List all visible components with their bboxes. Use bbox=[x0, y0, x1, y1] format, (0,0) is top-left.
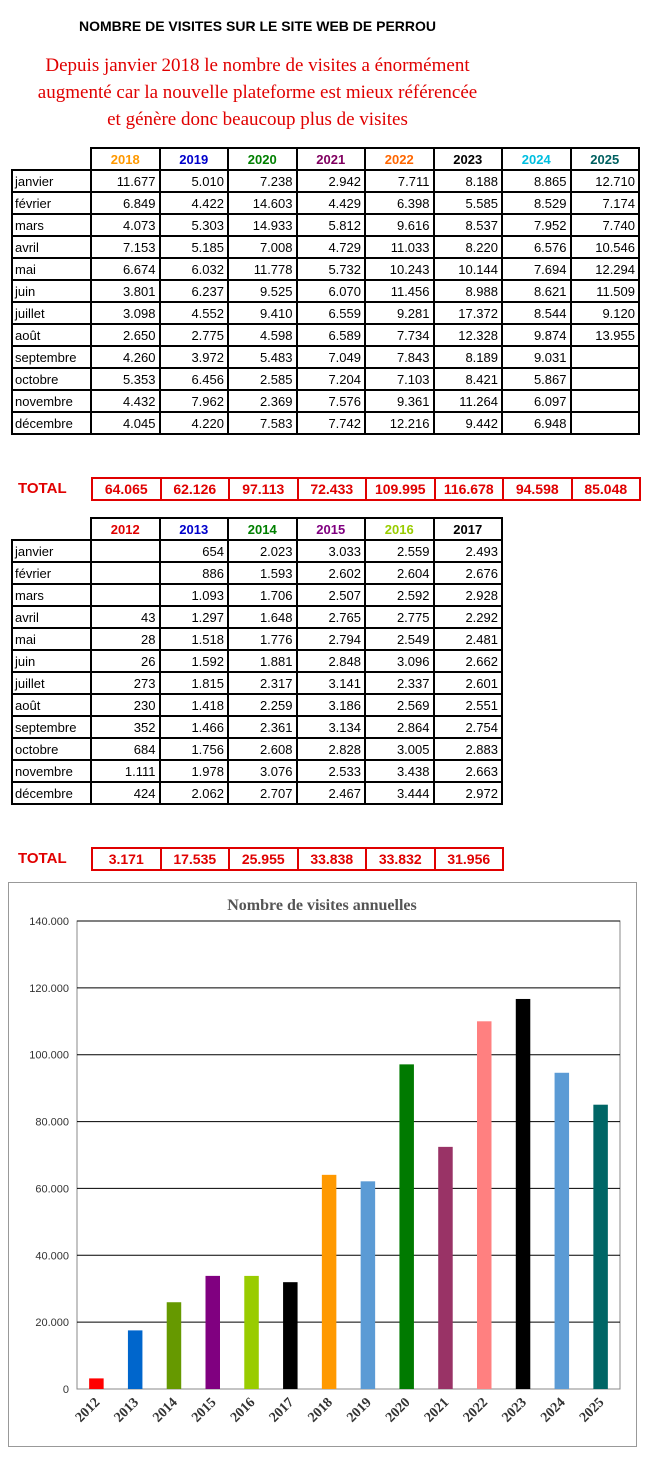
x-tick-label: 2013 bbox=[111, 1395, 143, 1426]
visit-count-cell: 886 bbox=[160, 562, 229, 584]
visit-count-cell: 6.559 bbox=[297, 302, 366, 324]
visit-count-cell: 6.398 bbox=[365, 192, 434, 214]
bar bbox=[244, 1276, 258, 1389]
table-row bbox=[12, 368, 639, 390]
visit-count-cell: 2.928 bbox=[434, 584, 503, 606]
visit-count-cell: 1.648 bbox=[228, 606, 297, 628]
visit-count-cell: 4.729 bbox=[297, 236, 366, 258]
total-cell: 109.995 bbox=[366, 478, 435, 500]
total-cell: 33.838 bbox=[298, 848, 367, 870]
table-row bbox=[12, 346, 639, 368]
y-tick-label: 60.000 bbox=[35, 1183, 69, 1196]
visit-count-cell: 9.281 bbox=[365, 302, 434, 324]
month-label: août bbox=[12, 324, 91, 346]
table-row bbox=[12, 214, 639, 236]
year-header: 2019 bbox=[160, 148, 229, 170]
visit-count-cell: 2.569 bbox=[365, 694, 434, 716]
visit-count-cell: 2.493 bbox=[434, 540, 503, 562]
visit-count-cell: 7.711 bbox=[365, 170, 434, 192]
visit-count-cell: 3.098 bbox=[91, 302, 160, 324]
table-row bbox=[12, 584, 502, 606]
visit-count-cell: 5.812 bbox=[297, 214, 366, 236]
visit-count-cell: 7.008 bbox=[228, 236, 297, 258]
x-tick-label: 2021 bbox=[421, 1395, 453, 1426]
bar bbox=[593, 1105, 608, 1389]
visit-count-cell: 8.189 bbox=[434, 346, 503, 368]
visit-count-cell: 10.243 bbox=[365, 258, 434, 280]
visit-count-cell: 2.549 bbox=[365, 628, 434, 650]
visit-count-cell: 2.467 bbox=[297, 782, 366, 804]
month-label: juillet bbox=[12, 672, 91, 694]
visit-count-cell: 7.174 bbox=[571, 192, 640, 214]
month-label: mai bbox=[12, 628, 91, 650]
visit-count-cell: 3.076 bbox=[228, 760, 297, 782]
visit-count-cell: 2.601 bbox=[434, 672, 503, 694]
visit-count-cell: 6.097 bbox=[502, 390, 571, 412]
visit-count-cell: 2.592 bbox=[365, 584, 434, 606]
visit-count-cell: 1.706 bbox=[228, 584, 297, 606]
visit-count-cell: 6.674 bbox=[91, 258, 160, 280]
visit-count-cell: 8.529 bbox=[502, 192, 571, 214]
visit-count-cell: 273 bbox=[91, 672, 160, 694]
visit-count-cell: 2.551 bbox=[434, 694, 503, 716]
visit-count-cell: 1.518 bbox=[160, 628, 229, 650]
visit-count-cell: 6.948 bbox=[502, 412, 571, 434]
bar bbox=[477, 1021, 492, 1389]
year-header: 2023 bbox=[434, 148, 503, 170]
year-header: 2016 bbox=[365, 518, 434, 540]
visit-count-cell: 43 bbox=[91, 606, 160, 628]
visit-count-cell: 7.962 bbox=[160, 390, 229, 412]
table-row bbox=[12, 170, 639, 192]
visit-count-cell bbox=[91, 562, 160, 584]
visit-count-cell: 2.775 bbox=[160, 324, 229, 346]
month-label: octobre bbox=[12, 368, 91, 390]
visit-count-cell: 7.103 bbox=[365, 368, 434, 390]
header-blank bbox=[12, 148, 91, 170]
total-cell: 116.678 bbox=[435, 478, 504, 500]
visit-count-cell: 3.972 bbox=[160, 346, 229, 368]
year-header: 2018 bbox=[91, 148, 160, 170]
visit-count-cell: 3.141 bbox=[297, 672, 366, 694]
visit-count-cell: 1.592 bbox=[160, 650, 229, 672]
bar bbox=[438, 1147, 453, 1389]
table-row bbox=[12, 302, 639, 324]
visit-count-cell: 2.707 bbox=[228, 782, 297, 804]
bar bbox=[167, 1302, 182, 1389]
table-row bbox=[12, 782, 502, 804]
x-tick-label: 2022 bbox=[460, 1395, 492, 1426]
table-row bbox=[12, 192, 639, 214]
month-label: mars bbox=[12, 214, 91, 236]
total-cell: 97.113 bbox=[229, 478, 298, 500]
visit-count-cell: 9.616 bbox=[365, 214, 434, 236]
plot-area bbox=[77, 921, 620, 1389]
visit-count-cell: 2.361 bbox=[228, 716, 297, 738]
table-row bbox=[12, 672, 502, 694]
visit-count-cell: 1.756 bbox=[160, 738, 229, 760]
visit-count-cell: 9.361 bbox=[365, 390, 434, 412]
visit-count-cell: 6.589 bbox=[297, 324, 366, 346]
total-cell: 72.433 bbox=[298, 478, 367, 500]
month-label: octobre bbox=[12, 738, 91, 760]
table-row bbox=[12, 650, 502, 672]
visit-count-cell: 1.776 bbox=[228, 628, 297, 650]
total-cell: 25.955 bbox=[229, 848, 298, 870]
visit-count-cell: 5.185 bbox=[160, 236, 229, 258]
year-header: 2021 bbox=[297, 148, 366, 170]
month-label: juillet bbox=[12, 302, 91, 324]
visits-table-2018-2025 bbox=[11, 147, 640, 435]
bar bbox=[516, 999, 531, 1389]
visit-count-cell: 352 bbox=[91, 716, 160, 738]
visit-count-cell: 2.602 bbox=[297, 562, 366, 584]
bar bbox=[399, 1064, 414, 1389]
y-tick-label: 20.000 bbox=[35, 1317, 69, 1330]
month-label: novembre bbox=[12, 760, 91, 782]
visit-count-cell: 2.765 bbox=[297, 606, 366, 628]
visit-count-cell: 7.843 bbox=[365, 346, 434, 368]
subtitle-line: augmenté car la nouvelle plateforme est mieux référencée bbox=[37, 82, 478, 103]
visit-count-cell: 2.317 bbox=[228, 672, 297, 694]
visit-count-cell: 7.740 bbox=[571, 214, 640, 236]
visit-count-cell: 9.120 bbox=[571, 302, 640, 324]
visit-count-cell: 8.188 bbox=[434, 170, 503, 192]
visit-count-cell: 9.410 bbox=[228, 302, 297, 324]
visit-count-cell: 9.031 bbox=[502, 346, 571, 368]
visit-count-cell: 13.955 bbox=[571, 324, 640, 346]
visit-count-cell: 12.710 bbox=[571, 170, 640, 192]
visit-count-cell: 11.677 bbox=[91, 170, 160, 192]
x-tick-label: 2012 bbox=[72, 1395, 104, 1426]
visit-count-cell: 1.815 bbox=[160, 672, 229, 694]
x-tick-label: 2019 bbox=[344, 1395, 375, 1426]
visit-count-cell: 2.883 bbox=[434, 738, 503, 760]
month-label: janvier bbox=[12, 540, 91, 562]
table-row bbox=[12, 258, 639, 280]
visit-count-cell: 8.421 bbox=[434, 368, 503, 390]
visit-count-cell: 2.337 bbox=[365, 672, 434, 694]
year-header: 2025 bbox=[571, 148, 640, 170]
visit-count-cell: 7.049 bbox=[297, 346, 366, 368]
y-tick-label: 120.000 bbox=[29, 982, 69, 995]
visit-count-cell: 7.238 bbox=[228, 170, 297, 192]
visit-count-cell: 1.978 bbox=[160, 760, 229, 782]
year-header: 2012 bbox=[91, 518, 160, 540]
visit-count-cell: 2.754 bbox=[434, 716, 503, 738]
visit-count-cell: 8.544 bbox=[502, 302, 571, 324]
bar bbox=[206, 1276, 221, 1389]
year-header: 2015 bbox=[297, 518, 366, 540]
visit-count-cell: 4.260 bbox=[91, 346, 160, 368]
x-tick-label: 2017 bbox=[266, 1395, 298, 1426]
visit-count-cell: 6.576 bbox=[502, 236, 571, 258]
visit-count-cell: 3.438 bbox=[365, 760, 434, 782]
x-tick-label: 2018 bbox=[305, 1395, 336, 1426]
visit-count-cell: 2.559 bbox=[365, 540, 434, 562]
visit-count-cell: 9.874 bbox=[502, 324, 571, 346]
visit-count-cell: 654 bbox=[160, 540, 229, 562]
visit-count-cell: 6.070 bbox=[297, 280, 366, 302]
visit-count-cell: 1.418 bbox=[160, 694, 229, 716]
visit-count-cell: 2.608 bbox=[228, 738, 297, 760]
total-cell: 31.956 bbox=[435, 848, 504, 870]
header-blank bbox=[12, 518, 91, 540]
visit-count-cell: 5.010 bbox=[160, 170, 229, 192]
visit-count-cell bbox=[571, 390, 640, 412]
year-header: 2020 bbox=[228, 148, 297, 170]
visit-count-cell: 230 bbox=[91, 694, 160, 716]
visit-count-cell: 424 bbox=[91, 782, 160, 804]
visit-count-cell: 1.881 bbox=[228, 650, 297, 672]
table-row bbox=[12, 694, 502, 716]
table-row bbox=[12, 540, 502, 562]
visit-count-cell: 6.849 bbox=[91, 192, 160, 214]
chart-title: Nombre de visites annuelles bbox=[227, 897, 417, 914]
visit-count-cell: 5.483 bbox=[228, 346, 297, 368]
visit-count-cell: 5.353 bbox=[91, 368, 160, 390]
bar bbox=[128, 1330, 143, 1389]
y-tick-label: 0 bbox=[62, 1384, 69, 1396]
visit-count-cell: 2.259 bbox=[228, 694, 297, 716]
x-tick-label: 2025 bbox=[577, 1395, 608, 1426]
visit-count-cell: 6.032 bbox=[160, 258, 229, 280]
visit-count-cell: 11.264 bbox=[434, 390, 503, 412]
visit-count-cell: 8.220 bbox=[434, 236, 503, 258]
visit-count-cell: 5.732 bbox=[297, 258, 366, 280]
x-tick-label: 2020 bbox=[383, 1395, 414, 1426]
year-header: 2013 bbox=[160, 518, 229, 540]
annual-visits-chart bbox=[8, 882, 637, 1447]
visit-count-cell: 4.422 bbox=[160, 192, 229, 214]
total-cell: 64.065 bbox=[92, 478, 161, 500]
visit-count-cell: 11.778 bbox=[228, 258, 297, 280]
visit-count-cell: 5.303 bbox=[160, 214, 229, 236]
y-tick-label: 100.000 bbox=[29, 1049, 69, 1062]
subtitle-line: et génère donc beaucoup plus de visites bbox=[107, 109, 408, 130]
visit-count-cell: 8.537 bbox=[434, 214, 503, 236]
visit-count-cell: 8.988 bbox=[434, 280, 503, 302]
visit-count-cell bbox=[91, 584, 160, 606]
visit-count-cell: 3.186 bbox=[297, 694, 366, 716]
bar bbox=[361, 1181, 376, 1389]
x-tick-label: 2023 bbox=[499, 1395, 530, 1426]
visit-count-cell: 2.604 bbox=[365, 562, 434, 584]
year-header: 2022 bbox=[365, 148, 434, 170]
visit-count-cell: 2.663 bbox=[434, 760, 503, 782]
visit-count-cell: 10.144 bbox=[434, 258, 503, 280]
table-row bbox=[12, 760, 502, 782]
visit-count-cell: 2.828 bbox=[297, 738, 366, 760]
visit-count-cell: 684 bbox=[91, 738, 160, 760]
visit-count-cell: 3.005 bbox=[365, 738, 434, 760]
month-label: mai bbox=[12, 258, 91, 280]
visit-count-cell: 2.662 bbox=[434, 650, 503, 672]
bar bbox=[555, 1073, 570, 1389]
visit-count-cell: 14.933 bbox=[228, 214, 297, 236]
visit-count-cell: 12.294 bbox=[571, 258, 640, 280]
table-row bbox=[12, 390, 639, 412]
visit-count-cell: 2.972 bbox=[434, 782, 503, 804]
visit-count-cell: 3.134 bbox=[297, 716, 366, 738]
visit-count-cell: 1.466 bbox=[160, 716, 229, 738]
visit-count-cell: 17.372 bbox=[434, 302, 503, 324]
visit-count-cell: 10.546 bbox=[571, 236, 640, 258]
total-cell: 62.126 bbox=[161, 478, 230, 500]
total-cell: 85.048 bbox=[572, 478, 641, 500]
table-row bbox=[12, 412, 639, 434]
month-label: juin bbox=[12, 280, 91, 302]
subtitle-line: Depuis janvier 2018 le nombre de visites a énormément bbox=[45, 55, 470, 76]
visit-count-cell: 1.093 bbox=[160, 584, 229, 606]
visit-count-cell: 11.456 bbox=[365, 280, 434, 302]
table-row bbox=[12, 562, 502, 584]
x-tick-label: 2024 bbox=[538, 1395, 569, 1426]
year-header: 2014 bbox=[228, 518, 297, 540]
page-title: NOMBRE DE VISITES SUR LE SITE WEB DE PERROU bbox=[78, 18, 437, 34]
visit-count-cell: 8.865 bbox=[502, 170, 571, 192]
visit-count-cell: 9.525 bbox=[228, 280, 297, 302]
totals-row-2018-2025 bbox=[91, 477, 641, 501]
page-subtitle bbox=[10, 52, 505, 133]
visit-count-cell: 2.794 bbox=[297, 628, 366, 650]
month-label: septembre bbox=[12, 716, 91, 738]
visit-count-cell: 4.073 bbox=[91, 214, 160, 236]
visit-count-cell: 7.153 bbox=[91, 236, 160, 258]
visit-count-cell: 1.593 bbox=[228, 562, 297, 584]
visit-count-cell: 4.432 bbox=[91, 390, 160, 412]
total-cell: 3.171 bbox=[92, 848, 161, 870]
month-label: janvier bbox=[12, 170, 91, 192]
month-label: décembre bbox=[12, 782, 91, 804]
visit-count-cell: 1.111 bbox=[91, 760, 160, 782]
visit-count-cell: 2.062 bbox=[160, 782, 229, 804]
visit-count-cell: 12.216 bbox=[365, 412, 434, 434]
table-row bbox=[12, 628, 502, 650]
visit-count-cell: 7.742 bbox=[297, 412, 366, 434]
visit-count-cell: 4.552 bbox=[160, 302, 229, 324]
table-row bbox=[12, 280, 639, 302]
visit-count-cell: 6.456 bbox=[160, 368, 229, 390]
visit-count-cell: 2.650 bbox=[91, 324, 160, 346]
visit-count-cell: 2.023 bbox=[228, 540, 297, 562]
visit-count-cell: 5.585 bbox=[434, 192, 503, 214]
totals-row-2012-2017 bbox=[91, 847, 504, 871]
total-label-1: TOTAL bbox=[18, 480, 67, 497]
visit-count-cell: 7.734 bbox=[365, 324, 434, 346]
month-label: mars bbox=[12, 584, 91, 606]
visit-count-cell: 11.509 bbox=[571, 280, 640, 302]
visit-count-cell: 4.220 bbox=[160, 412, 229, 434]
visit-count-cell: 7.576 bbox=[297, 390, 366, 412]
visit-count-cell: 7.583 bbox=[228, 412, 297, 434]
visit-count-cell: 12.328 bbox=[434, 324, 503, 346]
visit-count-cell: 4.598 bbox=[228, 324, 297, 346]
month-label: décembre bbox=[12, 412, 91, 434]
x-tick-label: 2016 bbox=[227, 1395, 259, 1426]
y-tick-label: 80.000 bbox=[35, 1116, 69, 1129]
visit-count-cell: 6.237 bbox=[160, 280, 229, 302]
visit-count-cell: 7.694 bbox=[502, 258, 571, 280]
total-label-2: TOTAL bbox=[18, 850, 67, 867]
month-label: février bbox=[12, 192, 91, 214]
visit-count-cell: 3.096 bbox=[365, 650, 434, 672]
visit-count-cell: 2.507 bbox=[297, 584, 366, 606]
visit-count-cell: 2.369 bbox=[228, 390, 297, 412]
visit-count-cell: 2.775 bbox=[365, 606, 434, 628]
y-tick-label: 140.000 bbox=[29, 916, 69, 928]
visits-table-2012-2017 bbox=[11, 517, 503, 805]
visit-count-cell bbox=[571, 346, 640, 368]
visit-count-cell: 8.621 bbox=[502, 280, 571, 302]
visit-count-cell: 3.801 bbox=[91, 280, 160, 302]
visit-count-cell: 2.585 bbox=[228, 368, 297, 390]
visit-count-cell bbox=[91, 540, 160, 562]
y-tick-label: 40.000 bbox=[35, 1250, 69, 1263]
visit-count-cell: 4.429 bbox=[297, 192, 366, 214]
bar bbox=[322, 1175, 337, 1389]
year-header: 2017 bbox=[434, 518, 503, 540]
total-cell: 17.535 bbox=[161, 848, 230, 870]
visit-count-cell: 1.297 bbox=[160, 606, 229, 628]
visit-count-cell: 28 bbox=[91, 628, 160, 650]
visit-count-cell: 2.676 bbox=[434, 562, 503, 584]
visit-count-cell: 2.533 bbox=[297, 760, 366, 782]
month-label: novembre bbox=[12, 390, 91, 412]
visit-count-cell bbox=[571, 368, 640, 390]
table-row bbox=[12, 738, 502, 760]
visit-count-cell: 5.867 bbox=[502, 368, 571, 390]
visit-count-cell: 2.848 bbox=[297, 650, 366, 672]
x-tick-label: 2015 bbox=[189, 1395, 220, 1426]
visit-count-cell: 2.481 bbox=[434, 628, 503, 650]
visit-count-cell: 14.603 bbox=[228, 192, 297, 214]
year-header: 2024 bbox=[502, 148, 571, 170]
month-label: avril bbox=[12, 606, 91, 628]
visit-count-cell: 2.942 bbox=[297, 170, 366, 192]
visit-count-cell: 7.204 bbox=[297, 368, 366, 390]
bar bbox=[283, 1282, 298, 1389]
table-row bbox=[12, 606, 502, 628]
visit-count-cell: 2.864 bbox=[365, 716, 434, 738]
visit-count-cell: 7.952 bbox=[502, 214, 571, 236]
month-label: juin bbox=[12, 650, 91, 672]
total-cell: 94.598 bbox=[503, 478, 572, 500]
month-label: février bbox=[12, 562, 91, 584]
visit-count-cell: 3.444 bbox=[365, 782, 434, 804]
month-label: août bbox=[12, 694, 91, 716]
table-row bbox=[12, 716, 502, 738]
visit-count-cell: 3.033 bbox=[297, 540, 366, 562]
month-label: avril bbox=[12, 236, 91, 258]
visit-count-cell bbox=[571, 412, 640, 434]
visit-count-cell: 26 bbox=[91, 650, 160, 672]
table-row bbox=[12, 236, 639, 258]
visit-count-cell: 9.442 bbox=[434, 412, 503, 434]
total-cell: 33.832 bbox=[366, 848, 435, 870]
bar bbox=[89, 1378, 104, 1389]
visit-count-cell: 2.292 bbox=[434, 606, 503, 628]
table-row bbox=[12, 324, 639, 346]
visit-count-cell: 4.045 bbox=[91, 412, 160, 434]
x-tick-label: 2014 bbox=[150, 1395, 181, 1426]
visit-count-cell: 11.033 bbox=[365, 236, 434, 258]
month-label: septembre bbox=[12, 346, 91, 368]
chart-svg bbox=[9, 883, 636, 1446]
